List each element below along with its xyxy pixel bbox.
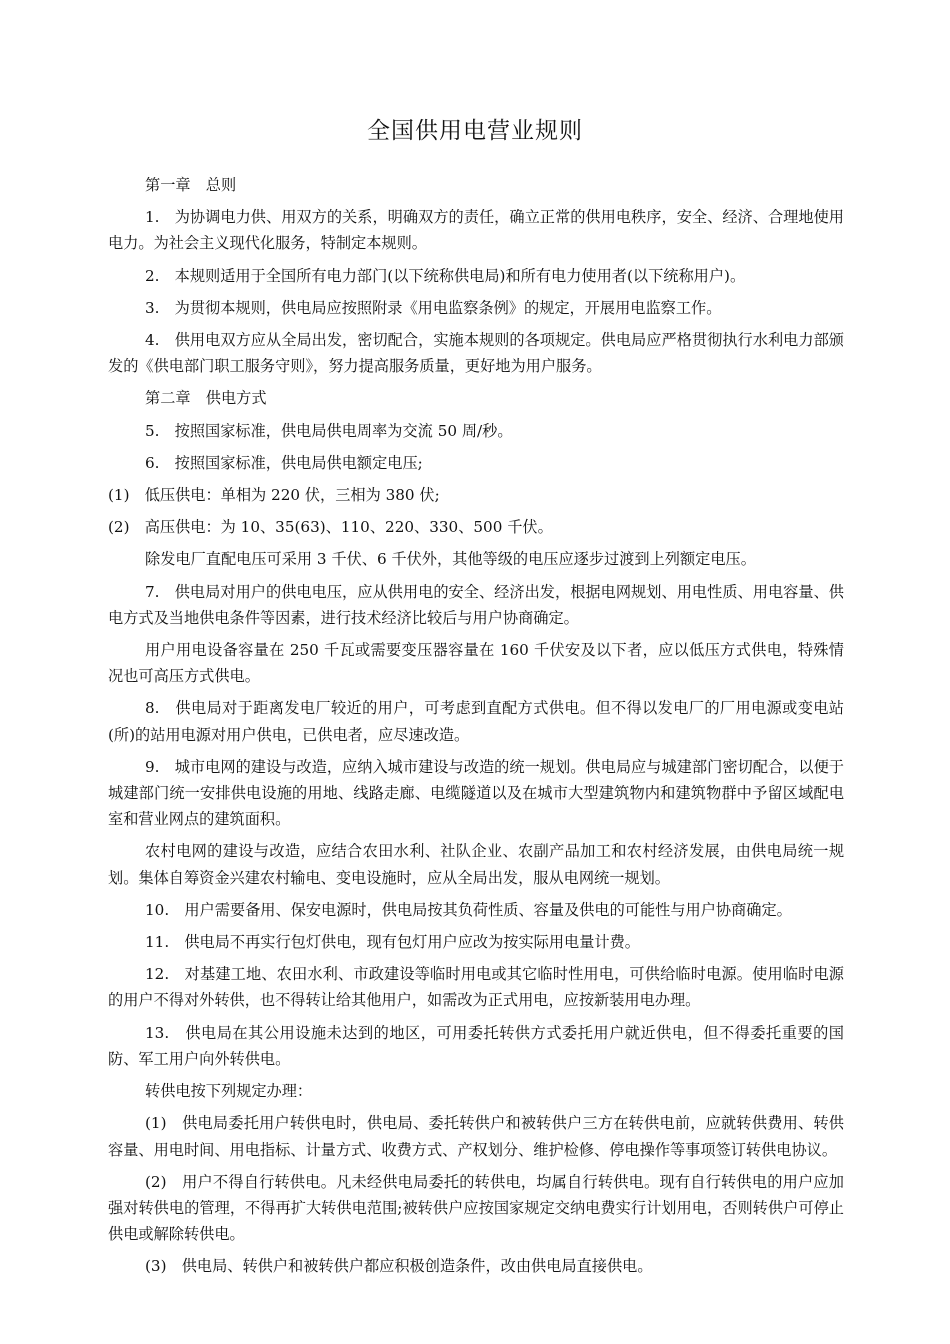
paragraph: (2) 高压供电：为 10、35(63)、110、220、330、500 千伏。 [108, 518, 553, 537]
chapter-heading: 第一章 总则 [145, 176, 237, 194]
paragraph: 3. 为贯彻本规则，供电局应按照附录《用电监察条例》的规定，开展用电监察工作。 [145, 298, 722, 317]
paragraph: 7. 供电局对用户的供电电压，应从供用电的安全、经济出发，根据电网规划、用电性质、用电容量、供电方式及当地供电条件等因素，进行技术经济比较后与用户协商确定。 [108, 582, 844, 627]
paragraph: 转供电按下列规定办理： [145, 1082, 313, 1101]
paragraph: (2) 用户不得自行转供电。凡未经供电局委托的转供电，均属自行转供电。现有自行转供电的用户应加强对转供电的管理，不得再扩大转供电范围;被转供户应按国家规定交纳电费实行计划用电，否则转供户可停止供电或解除转供电。 [108, 1172, 844, 1244]
paragraph: 农村电网的建设与改造，应结合农田水利、社队企业、农副产品加工和农村经济发展，由供电局统一规划。集体自筹资金兴建农村输电、变电设施时，应从全局出发，服从电网统一规划。 [108, 842, 844, 887]
document-body [108, 172, 844, 1286]
paragraph: 12. 对基建工地、农田水利、市政建设等临时用电或其它临时性用电，可供给临时电源。使用临时电源的用户不得对外转供，也不得转让给其他用户，如需改为正式用电，应按新装用电办理。 [108, 965, 844, 1010]
paragraph: 用户用电设备容量在 250 千瓦或需要变压器容量在 160 千伏安及以下者，应以低压方式供电，特殊情况也可高压方式供电。 [108, 641, 844, 686]
paragraph: 10. 用户需要备用、保安电源时，供电局按其负荷性质、容量及供电的可能性与用户协商确定。 [145, 900, 792, 919]
paragraph: 6. 按照国家标准，供电局供电额定电压; [145, 453, 423, 472]
paragraph: (1) 供电局委托用户转供电时，供电局、委托转供户和被转供户三方在转供电前，应就转供费用、转供容量、用电时间、用电指标、计量方式、收费方式、产权划分、维护检修、停电操作等事项签订转供电协议。 [108, 1114, 844, 1159]
paragraph: (1) 低压供电：单相为 220 伏，三相为 380 伏; [108, 486, 440, 505]
chapter-heading: 第二章 供电方式 [145, 389, 267, 408]
document-title: 全国供用电营业规则 [367, 118, 583, 144]
paragraph: 9. 城市电网的建设与改造，应纳入城市建设与改造的统一规划。供电局应与城建部门密切配合，以便于城建部门统一安排供电设施的用地、线路走廊、电缆隧道以及在城市大型建筑物内和建筑物群中予留区域配电室和营业网点的建筑面积。 [108, 757, 844, 829]
paragraph: 13. 供电局在其公用设施未达到的地区，可用委托转供方式委托用户就近供电，但不得委托重要的国防、军工用户向外转供电。 [108, 1023, 844, 1068]
paragraph: (3) 供电局、转供户和被转供户都应积极创造条件，改由供电局直接供电。 [145, 1257, 653, 1276]
paragraph: 1. 为协调电力供、用双方的关系，明确双方的责任，确立正常的供用电秩序，安全、经济、合理地使用电力。为社会主义现代化服务，特制定本规则。 [108, 208, 844, 253]
paragraph: 除发电厂直配电压可采用 3 千伏、6 千伏外，其他等级的电压应逐步过渡到上列额定电压。 [145, 550, 756, 569]
paragraph: 11. 供电局不再实行包灯供电，现有包灯用户应改为按实际用电量计费。 [145, 933, 640, 952]
paragraph: 2. 本规则适用于全国所有电力部门(以下统称供电局)和所有电力使用者(以下统称用户)。 [145, 266, 746, 285]
paragraph: 8. 供电局对于距离发电厂较近的用户，可考虑到直配方式供电。但不得以发电厂的厂用电源或变电站(所)的站用电源对用户供电，已供电者，应尽速改造。 [108, 699, 844, 744]
paragraph: 5. 按照国家标准，供电局供电周率为交流 50 周/秒。 [145, 421, 513, 440]
paragraph: 4. 供用电双方应从全局出发，密切配合，实施本规则的各项规定。供电局应严格贯彻执行水利电力部颁发的《供电部门职工服务守则》，努力提高服务质量，更好地为用户服务。 [108, 331, 844, 376]
